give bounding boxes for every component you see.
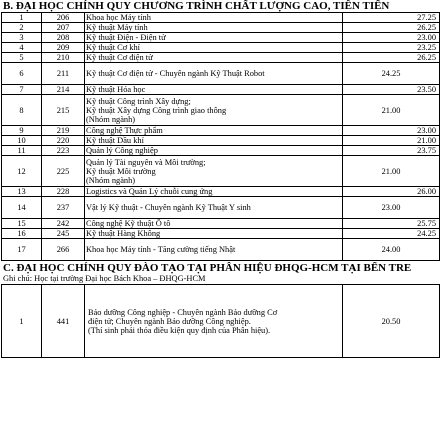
section-c-title: C. ĐẠI HỌC CHÍNH QUY ĐÀO TẠO TẠI PHÂN HIỆU ĐHQG-HCM TẠI BẾN TRE (3, 262, 412, 274)
program-name-line: Quản lý Tài nguyên và Môi trường; (86, 157, 206, 167)
row-code: 223 (42, 146, 85, 156)
row-stt: 3 (2, 33, 42, 43)
row-code: 210 (42, 53, 85, 63)
row-stt: 4 (2, 43, 42, 53)
table-row (2, 187, 440, 197)
row-program-name (85, 156, 343, 187)
table-row (2, 136, 440, 146)
table-row (2, 146, 440, 156)
table-row (2, 23, 440, 33)
row-score: 26.00 (343, 187, 440, 197)
row-stt: 13 (2, 187, 42, 197)
row-score: 27.25 (343, 13, 440, 23)
table-row (2, 197, 440, 219)
row-stt: 9 (2, 126, 42, 136)
row-code: 206 (42, 13, 85, 23)
row-program-name (85, 136, 343, 146)
row-score: 23.00 (343, 33, 440, 43)
table-row (2, 126, 440, 136)
row-code: 214 (42, 85, 85, 95)
row-program-name (85, 285, 343, 358)
section-c-note: Ghi chú: Học tại trường Đại học Bách Khoa – ĐHQG-HCM (3, 274, 206, 283)
row-score: 24.25 (343, 229, 440, 239)
program-name-line: (Nhóm ngành) (86, 114, 136, 124)
row-program-name (85, 197, 343, 219)
table-row (2, 229, 440, 239)
row-score: 24.00 (343, 239, 440, 261)
row-code: 208 (42, 33, 85, 43)
row-program-name (85, 85, 343, 95)
row-score: 21.00 (343, 136, 440, 146)
program-name-line: Kỹ thuật Máy tính (86, 23, 148, 32)
row-program-name (85, 33, 343, 43)
table-row (2, 33, 440, 43)
row-score: 23.00 (343, 197, 440, 219)
program-name-line: Công nghệ Thực phẩm (86, 126, 163, 135)
table-row (2, 85, 440, 95)
row-code: 441 (42, 285, 85, 358)
program-name-line: (Nhóm ngành) (86, 175, 136, 185)
row-stt: 2 (2, 23, 42, 33)
program-name-line: Công nghệ Kỹ thuật Ô tô (86, 219, 171, 228)
row-program-name (85, 23, 343, 33)
row-code: 242 (42, 219, 85, 229)
row-score: 23.00 (343, 126, 440, 136)
row-score: 26.25 (343, 53, 440, 63)
row-code: 228 (42, 187, 85, 197)
row-stt: 11 (2, 146, 42, 156)
program-name-line: Kỹ thuật Dầu khí (86, 136, 144, 145)
row-code: 219 (42, 126, 85, 136)
row-stt: 8 (2, 95, 42, 126)
row-score: 24.25 (343, 63, 440, 85)
program-name-line: Kỹ thuật Cơ điện tử (86, 53, 153, 62)
row-score: 20.50 (343, 285, 440, 358)
row-score: 26.25 (343, 23, 440, 33)
row-program-name (85, 95, 343, 126)
row-program-name (85, 63, 343, 85)
program-name-line: điện tử; Chuyên ngành Bảo dưỡng Công nghiệp. (88, 316, 251, 326)
program-name-line: Khoa học Máy tính - Tăng cường tiếng Nhật (86, 245, 236, 254)
program-name-line: Khoa học Máy tính (86, 13, 151, 22)
row-program-name (85, 239, 343, 261)
table-row (2, 53, 440, 63)
row-score: 25.75 (343, 219, 440, 229)
row-stt: 12 (2, 156, 42, 187)
row-stt: 10 (2, 136, 42, 146)
row-code: 211 (42, 63, 85, 85)
row-stt: 15 (2, 219, 42, 229)
program-name-line: Bảo dưỡng Công nghiệp - Chuyên ngành Bảo dưỡng Cơ (88, 307, 278, 317)
row-code: 266 (42, 239, 85, 261)
program-name-line: Kỹ thuật Hàng Không (86, 229, 161, 238)
row-score: 21.00 (343, 95, 440, 126)
row-code: 207 (42, 23, 85, 33)
row-score: 21.00 (343, 156, 440, 187)
program-name-line: (Thí sinh phải thỏa điều kiện quy định của Phân hiệu). (88, 325, 271, 335)
program-name-line: Kỹ thuật Cơ khí (86, 43, 140, 52)
section-b-table (1, 12, 440, 261)
table-row (2, 156, 440, 187)
row-stt: 7 (2, 85, 42, 95)
program-name-line: Kỹ thuật Xây dựng Công trình giao thông (86, 105, 227, 115)
table-row (2, 43, 440, 53)
row-score: 23.75 (343, 146, 440, 156)
row-code: 209 (42, 43, 85, 53)
table-row (2, 285, 440, 358)
row-stt: 6 (2, 63, 42, 85)
row-code: 215 (42, 95, 85, 126)
row-stt: 14 (2, 197, 42, 219)
row-stt: 1 (2, 13, 42, 23)
row-program-name (85, 126, 343, 136)
program-name-line: Vật lý Kỹ thuật - Chuyên ngành Kỹ Thuật Y sinh (86, 203, 251, 212)
row-code: 237 (42, 197, 85, 219)
row-program-name (85, 229, 343, 239)
table-row (2, 219, 440, 229)
table-row (2, 95, 440, 126)
row-program-name (85, 53, 343, 63)
section-c-table (1, 284, 440, 358)
table-row (2, 239, 440, 261)
row-code: 245 (42, 229, 85, 239)
row-stt: 16 (2, 229, 42, 239)
section-b-title: B. ĐẠI HỌC CHÍNH QUY CHƯƠNG TRÌNH CHẤT LƯỢNG CAO, TIÊN TIẾN (3, 0, 390, 12)
row-program-name (85, 219, 343, 229)
row-stt: 17 (2, 239, 42, 261)
program-name-line: Kỹ thuật Điện - Điện tử (86, 33, 166, 42)
program-name-line: Kỹ thuật Môi trường (86, 166, 156, 176)
row-program-name (85, 187, 343, 197)
row-code: 225 (42, 156, 85, 187)
program-name-line: Quản lý Công nghiệp (86, 146, 158, 155)
table-row (2, 13, 440, 23)
table-row (2, 63, 440, 85)
row-program-name (85, 146, 343, 156)
row-program-name (85, 43, 343, 53)
row-score: 23.25 (343, 43, 440, 53)
row-score: 23.50 (343, 85, 440, 95)
program-name-line: Kỹ thuật Công trình Xây dựng; (86, 96, 191, 106)
program-name-line: Kỹ thuật Hóa học (86, 85, 146, 94)
row-program-name (85, 13, 343, 23)
row-stt: 1 (2, 285, 42, 358)
row-stt: 5 (2, 53, 42, 63)
row-code: 220 (42, 136, 85, 146)
program-name-line: Logistics và Quản Lý chuỗi cung ứng (86, 187, 213, 196)
program-name-line: Kỹ thuật Cơ điện tử - Chuyên ngành Kỹ Thuật Robot (86, 69, 265, 78)
